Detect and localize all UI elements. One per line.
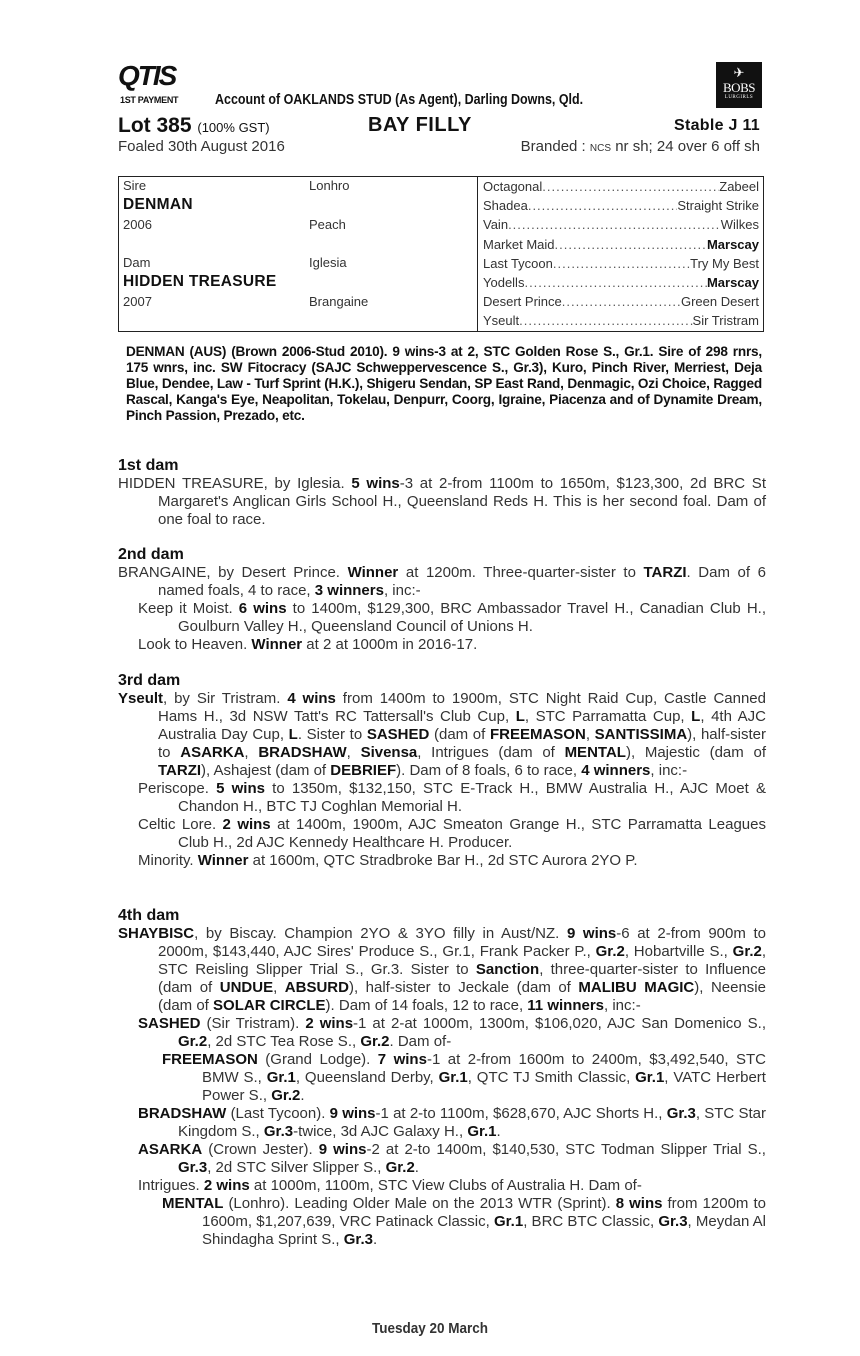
vendor-account: Account of OAKLANDS STUD (As Agent), Darling Downs, Qld. xyxy=(215,92,584,108)
dam-paragraph: BRANGAINE, by Desert Prince. Winner at 1200m. Three-quarter-sister to TARZI. Dam of 6 named foals, 4 to race, 3 winners, inc:- xyxy=(118,564,766,599)
horse-description: BAY FILLY xyxy=(368,114,472,136)
section-heading: 2nd dam xyxy=(118,546,184,563)
horse-rider-icon: ✈ xyxy=(733,65,745,80)
dam-dam: Brangaine xyxy=(309,294,369,309)
progeny-paragraph: FREEMASON (Grand Lodge). 7 wins-1 at 2-from 1600m to 2400m, $3,492,540, STC BMW S., Gr.1, Queensland Derby, Gr.1, QTC TJ Smith Classic, Gr.1, VATC Herbert Power S., Gr.2. xyxy=(162,1051,767,1104)
grandparent-row: Shadea ..... Straight Strike xyxy=(483,196,759,215)
progeny-paragraph: Look to Heaven. Winner at 2 at 1000m in 2016-17. xyxy=(138,636,478,653)
grandparent-row: Last Tycoon ..... Try My Best xyxy=(483,254,759,273)
catalogue-page xyxy=(118,60,767,1248)
sire-name: DENMAN xyxy=(123,196,193,213)
progeny-paragraph: ASARKA (Crown Jester). 9 wins-2 at 2-to 1400m, $140,530, STC Todman Slipper Trial S., Gr.3, 2d STC Silver Slipper S., Gr.2. xyxy=(138,1141,766,1176)
sire-label: Sire xyxy=(123,178,147,193)
sire-year: 2006 xyxy=(123,217,152,232)
dam-label: Dam xyxy=(123,255,151,270)
foaled-date: Foaled 30th August 2016 xyxy=(118,138,285,155)
first-dam-section xyxy=(118,457,766,529)
header xyxy=(118,62,766,112)
grandparent-row: Desert Prince ..... Green Desert xyxy=(483,292,759,311)
grandparent-row: Yodells ..... Marscay xyxy=(483,273,759,292)
second-dam-section xyxy=(118,546,766,654)
pedigree-divider xyxy=(477,177,478,331)
fourth-dam-section xyxy=(118,907,766,1249)
grandparent-row: Market Maid ..... Marscay xyxy=(483,235,759,254)
sire-summary: DENMAN (AUS) (Brown 2006-Stud 2010). 9 wins-3 at 2, STC Golden Rose S., Gr.1. Sire of 298 rnrs, 175 wnrs, inc. SW Fitocracy (SAJC Schweppervescence S., Gr.3), Kuro, Pinch River, Merriest, Deja Blue, Dendee, Law - Turf Sprint (H.K.), Shigeru Sendan, SP East Rand, Denmagic, Ozi Choice, Ragged Rascal, Kanga's Eye, Neapolitan, Tokelau, Denpurr, Coorg, Igraine, Piacenza and of Dynamite Dream, Pinch Passion, Prezado, etc. xyxy=(126,344,762,424)
sire-sire: Lonhro xyxy=(309,178,350,193)
progeny-paragraph: Minority. Winner at 1600m, QTC Stradbroke Bar H., 2d STC Aurora 2YO P. xyxy=(138,852,638,869)
branded-info: Branded : NCS nr sh; 24 over 6 off sh xyxy=(520,138,760,155)
qtis-logo: QTIS xyxy=(118,60,176,91)
progeny-paragraph: Celtic Lore. 2 wins at 1400m, 1900m, AJC Smeaton Grange H., STC Parramatta Leagues Club H., 2d AJC Kennedy Healthcare H. Producer. xyxy=(138,816,766,851)
dam-paragraph: Yseult, by Sir Tristram. 4 wins from 1400m to 1900m, STC Night Raid Cup, Castle Canned Hams H., 3d NSW Tatt's RC Tattersall's Club Cup, L, STC Parramatta Cup, L, 4th AJC Australia Day Cup, L. Sister to SASHED (dam of FREEMASON, SANTISSIMA), half-sister to ASARKA, BRADSHAW, Sivensa, Intrigues (dam of MENTAL), Majestic (dam of TARZI), Ashajest (dam of DEBRIEF). Dam of 8 foals, 6 to race, 4 winners, inc:- xyxy=(118,690,767,779)
dam-name: HIDDEN TREASURE xyxy=(123,273,277,290)
grandparent-row: Yseult ..... Sir Tristram xyxy=(483,311,759,330)
lot-row xyxy=(118,114,766,138)
progeny-paragraph: SASHED (Sir Tristram). 2 wins-1 at 2-at 1000m, 1300m, $106,020, AJC San Domenico S., Gr.2, 2d STC Tea Rose S., Gr.2. Dam of- xyxy=(138,1015,766,1050)
foaled-row xyxy=(118,138,766,160)
third-dam-section xyxy=(118,672,766,870)
payment-label: 1ST PAYMENT xyxy=(120,95,179,105)
section-heading: 1st dam xyxy=(118,457,179,474)
sire-dam: Peach xyxy=(309,217,346,232)
progeny-paragraph: MENTAL (Lonhro). Leading Older Male on the 2013 WTR (Sprint). 8 wins from 1200m to 1600m, $1,207,639, VRC Patinack Classic, Gr.1, BRC BTC Classic, Gr.3, Meydan Al Shindagha Sprint S., Gr.3. xyxy=(162,1195,766,1248)
dam-paragraph: SHAYBISC, by Biscay. Champion 2YO & 3YO filly in Aust/NZ. 9 wins-6 at 2-from 900m to 2000m, $143,440, AJC Sires' Produce S., Gr.1, Frank Packer P., Gr.2, Hobartville S., Gr.2, STC Reisling Slipper Trial S., Gr.3. Sister to Sanction, three-quarter-sister to Influence (dam of UNDUE, ABSURD), half-sister to Jeckale (dam of MALIBU MAGIC), Neensie (dam of SOLAR CIRCLE). Dam of 14 foals, 12 to race, 11 winners, inc:- xyxy=(118,925,767,1014)
gst-note: (100% GST) xyxy=(197,120,270,135)
grandparent-row: Octagonal ..... Zabeel xyxy=(483,177,759,196)
sale-date-footer: Tuesday 20 March xyxy=(371,1320,489,1337)
section-heading: 4th dam xyxy=(118,907,180,924)
pedigree-table xyxy=(118,176,764,332)
grandparent-row: Vain ..... Wilkes xyxy=(483,215,759,234)
dam-sire: Iglesia xyxy=(309,255,347,270)
progeny-paragraph: Periscope. 5 wins to 1350m, $132,150, STC E-Track H., BMW Australia H., AJC Moet & Chandon H., BTC TJ Coghlan Memorial H. xyxy=(138,780,766,815)
lot-number: Lot 385 (100% GST) xyxy=(118,114,270,137)
progeny-paragraph: Keep it Moist. 6 wins to 1400m, $129,300, BRC Ambassador Travel H., Canadian Club H., Goulburn Valley H., Queensland Council of Unions H. xyxy=(138,600,766,635)
dam-year: 2007 xyxy=(123,294,152,309)
stable-number: Stable J 11 xyxy=(673,117,760,134)
grandparents-list xyxy=(483,177,759,331)
progeny-paragraph: Intrigues. 2 wins at 1000m, 1100m, STC View Clubs of Australia H. Dam of- xyxy=(138,1177,642,1194)
section-heading: 3rd dam xyxy=(118,672,181,689)
bobs-badge-icon: ✈ BOBS LURGIRLS xyxy=(716,62,762,108)
progeny-paragraph: BRADSHAW (Last Tycoon). 9 wins-1 at 2-to 1100m, $628,670, AJC Shorts H., Gr.3, STC Star Kingdom S., Gr.3-twice, 3d AJC Galaxy H., Gr.1. xyxy=(138,1105,766,1140)
dam-paragraph: HIDDEN TREASURE, by Iglesia. 5 wins-3 at 2-from 1100m to 1650m, $123,300, 2d BRC St Margaret's Anglican Girls School H., Queensland Reds H. This is her second foal. Dam of one foal to race. xyxy=(118,475,766,528)
